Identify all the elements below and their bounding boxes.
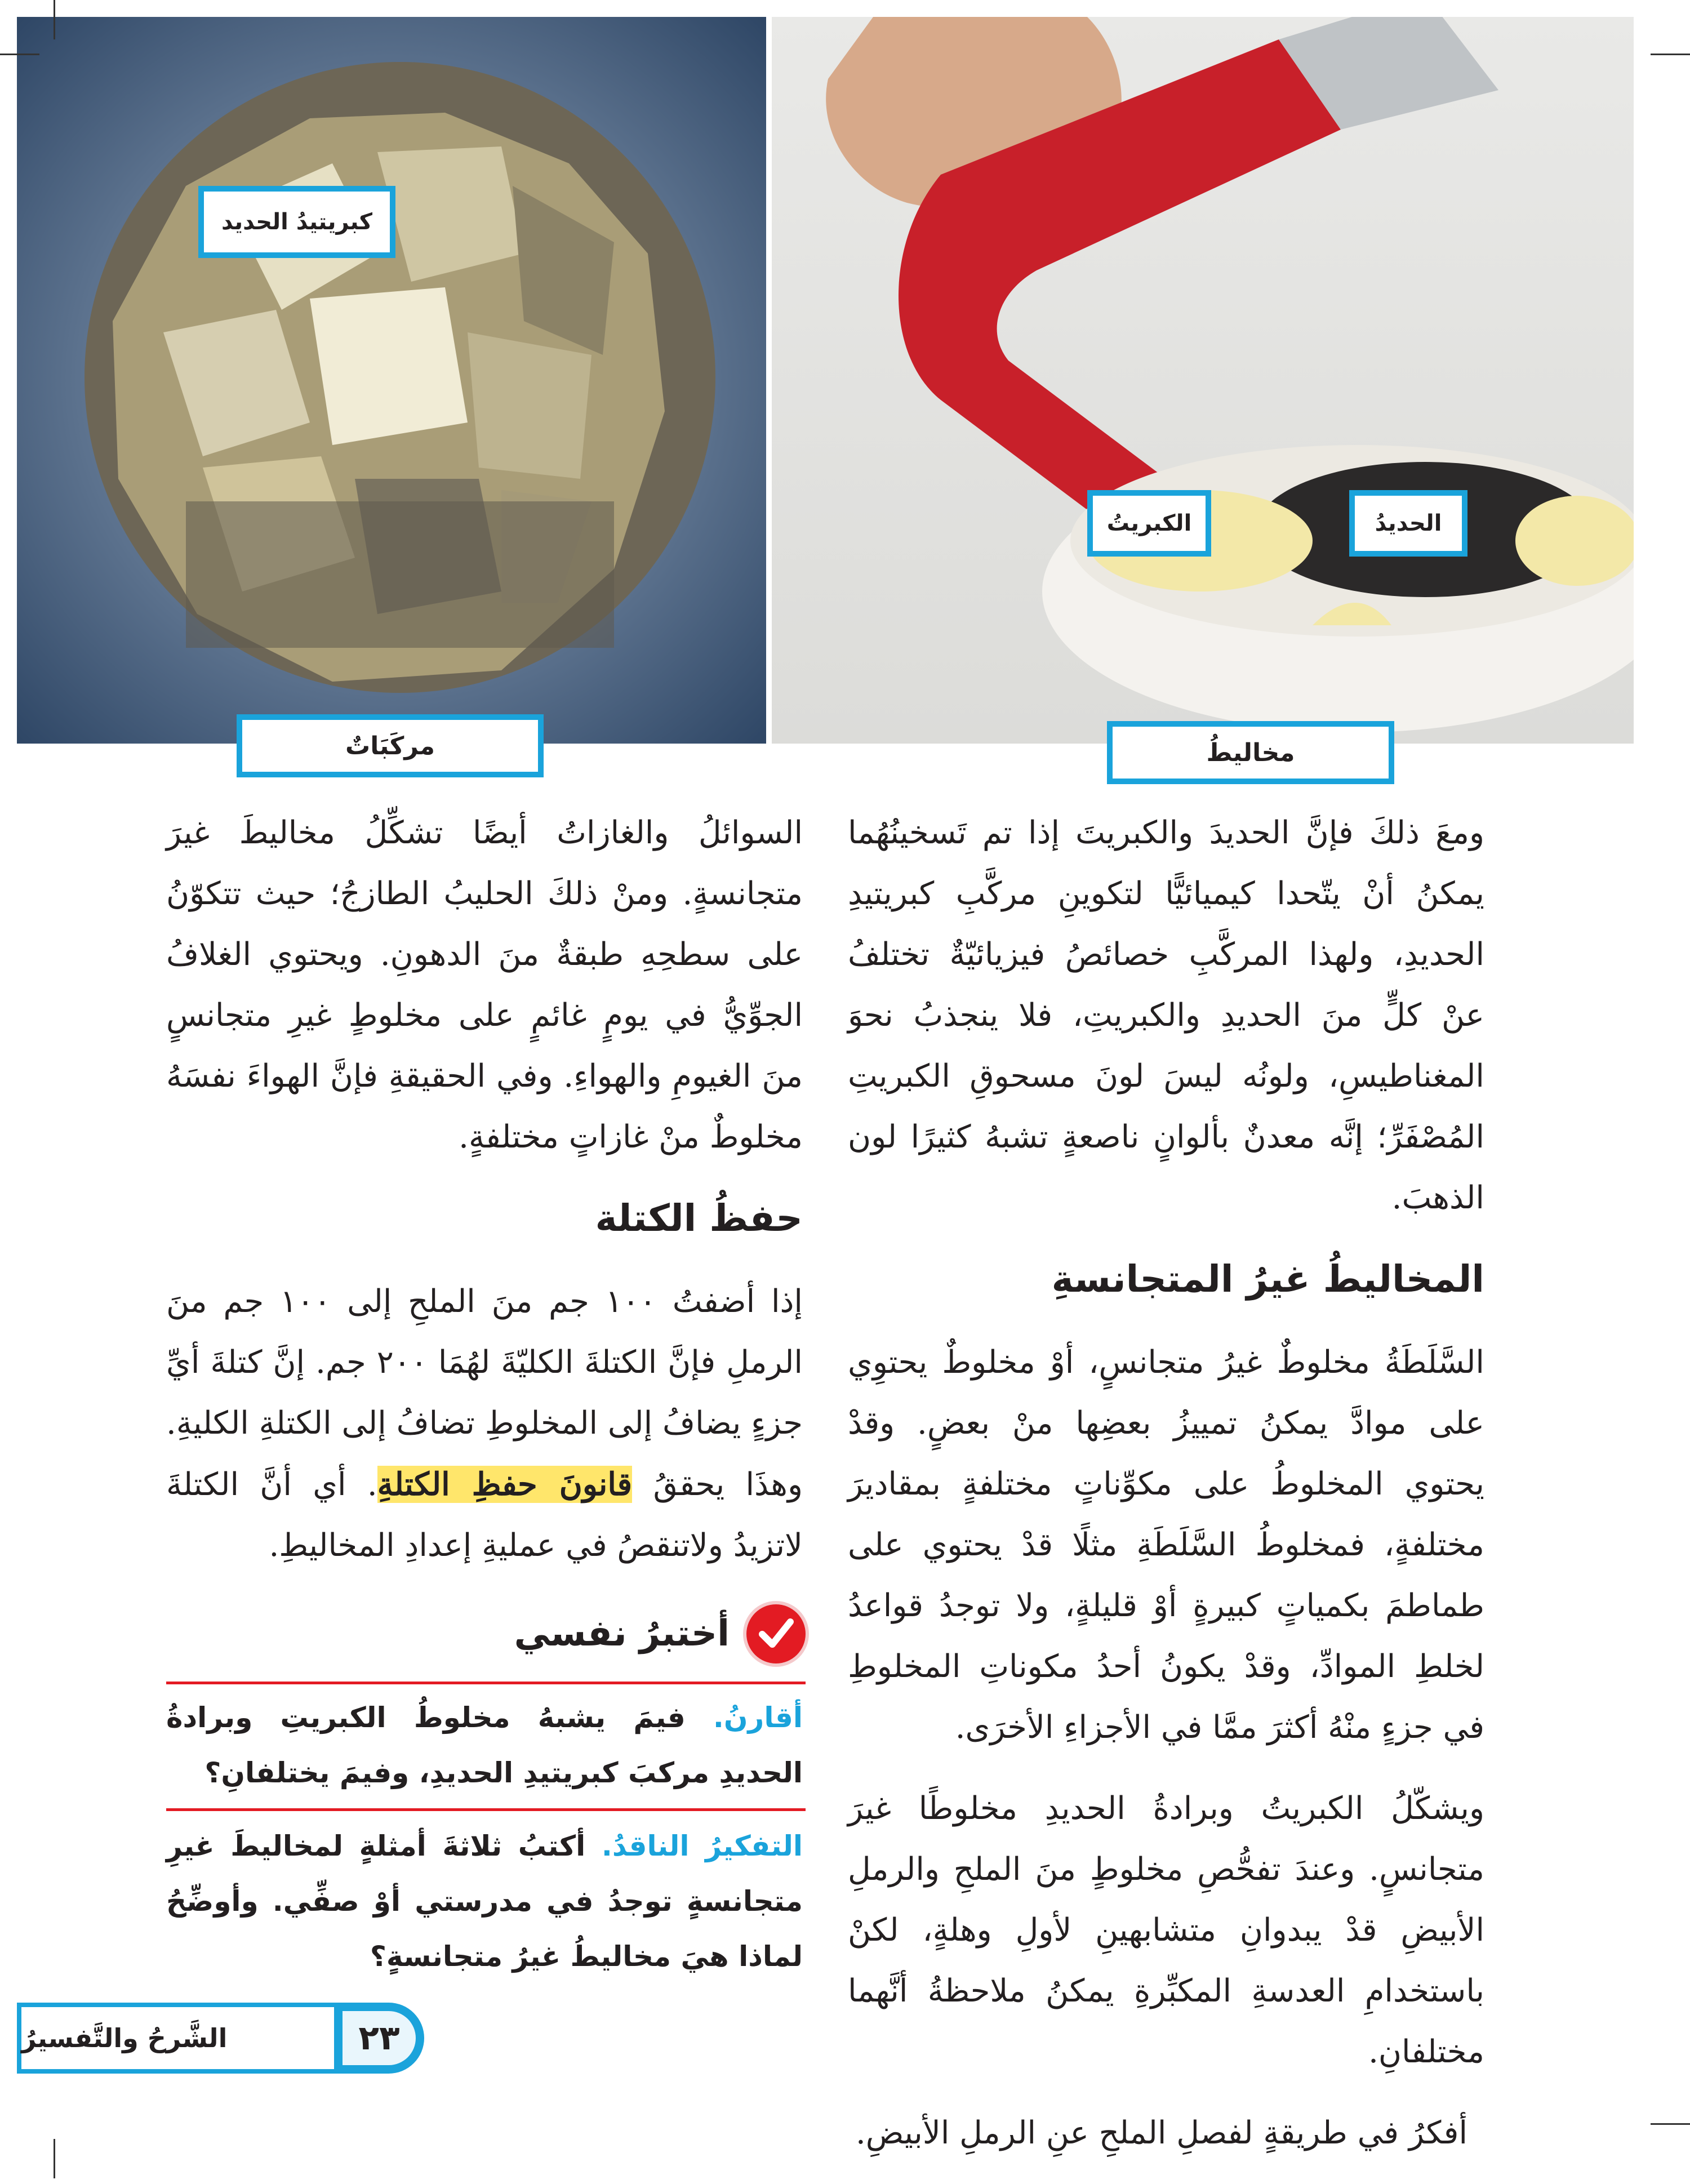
left-paragraph-2-start: إذا أضفتُ ١٠٠ جم منَ الملحِ إلى ١٠٠ جم منَ الرملِ فإنَّ الكتلةَ الكليّةَ لهُمَا ٢٠٠ جم. إنَّ كتلةَ أيِّ جزءٍ يضافُ إلى المخلوطِ تضافُ إلى الكتلةِ الكليةِ. وهذَا يحققُ: [166, 1283, 803, 1503]
question-compare-label: أقارنُ.: [713, 1701, 803, 1734]
caption-compounds: [237, 714, 544, 777]
caption-mixtures-text: مخاليطُ: [1206, 738, 1295, 767]
left-paragraph-2-end: . أي أنَّ الكتلةَ لاتزيدُ ولاتنقصُ في عمليةِ إعدادِ المخاليطِ.: [166, 1466, 803, 1564]
right-paragraph-1: ومعَ ذلكَ فإنَّ الحديدَ والكبريتَ إذا تم تَسخينُهُما يمكنُ أنْ يتّحدا كيميائيًّا لتكوينِ مركَّبِ كبريتيدِ الحديدِ، ولهذا المركَّبِ خصائصُ فيزيائيّةٌ تختلفُ عنْ كلٍّ منَ الحديدِ والكبريتِ، فلا ينجذبُ نحوَ المغناطيسِ، ولونُه ليسَ لونَ مسحوقِ الكبريتِ المُصْفَرِّ؛ إنَّه معدنٌ بألوانٍ ناصعةٍ تشبهُ كثيرًا لون الذهبَ.: [848, 815, 1484, 1216]
crop-mark-bottom-left: [54, 2139, 55, 2178]
divider-middle: [166, 1808, 806, 1811]
callout-sulfur-text: الكبريتُ: [1106, 510, 1192, 536]
callout-iron: [1349, 490, 1467, 557]
divider-top: [166, 1682, 806, 1684]
right-paragraph-2: السَّلَطَةُ مخلوطٌ غيرُ متجانسٍ، أوْ مخلوطٌ يحتوِي على موادَّ يمكنُ تمييزُ بعضِها منْ بعضٍ. وقدْ يحتوي المخلوطُ على مكوِّناتٍ مختلفةٍ بمقاديرَ مختلفةٍ، فمخلوطُ السَّلَطَةِ مثلًا قدْ يحتوي على طماطمَ بكمياتٍ كبيرةٍ أوْ قليلةٍ، ولا توجدُ قواعدُ لخلطِ الموادِّ، وقدْ يكونُ أحدُ مكوناتِ المخلوطِ في جزءٍ منْهُ أكثرَ ممَّا في الأجزاءِ الأخرَى.: [848, 1344, 1484, 1746]
self-test-header: [507, 1603, 806, 1665]
checkmark-icon: [746, 1604, 806, 1663]
law-of-conservation-highlight: قانونَ حفظِ الكتلةِ: [377, 1466, 633, 1503]
crop-mark-top-left: [0, 54, 39, 55]
page-footer: [17, 2003, 424, 2076]
caption-mixtures: [1107, 721, 1394, 784]
left-paragraph-1: السوائلُ والغازاتُ أيضًا تشكِّلُ مخاليطَ غيرَ متجانسةٍ. ومنْ ذلكَ الحليبُ الطازجُ؛ حيث تتكوّنُ على سطحِهِ طبقةٌ منَ الدهونِ. ويحتوي الغلافُ الجوِّيُّ في يومٍ غائمٍ على مخلوطٍ غيرِ متجانسٍ منَ الغيومِ والهواءِ. وفي الحقيقةِ فإنَّ الهواءَ نفسَهُ مخلوطٌ منْ غازاتٍ مختلفةٍ.: [166, 815, 803, 1155]
heading-conservation-of-mass: حفظُ الكتلة: [595, 1196, 803, 1240]
right-column: [848, 803, 1484, 2184]
crop-mark-top-right: [1651, 54, 1690, 55]
question-critical-thinking: [166, 1818, 803, 1984]
question-critical-text: أكتبُ ثلاثةَ أمثلةٍ لمخاليطَ غيرِ متجانسةٍ توجدُ في مدرستي أوْ صفِّي. وأوضِّحُ لماذا هيَ مخاليطُ غيرُ متجانسةٍ؟: [166, 1830, 803, 1973]
footer-section-box: [17, 2003, 334, 2074]
self-test-title: أختبرُ نفسي: [514, 1613, 730, 1654]
left-column: [166, 803, 803, 1596]
pyrite-crystal-illustration: [17, 17, 766, 744]
left-paragraph-2: [166, 1271, 803, 1576]
callout-iron-text: الحديدُ: [1375, 510, 1442, 536]
question-compare-text: فيمَ يشبهُ مخلوطُ الكبريتِ وبرادةُ الحديدِ مركبَ كبريتيدِ الحديدِ، وفيمَ يختلفانِ؟: [166, 1701, 803, 1789]
heading-heterogeneous-mixtures: المخاليطُ غيرُ المتجانسةِ: [1051, 1257, 1484, 1301]
question-critical-label: التفكيرُ الناقدُ.: [601, 1830, 803, 1862]
page-number-badge: [334, 2003, 424, 2074]
callout-iron-sulfide-text: كبريتيدُ الحديد: [221, 209, 372, 235]
crop-mark-top-left-v: [54, 0, 55, 39]
magnet-photo: [772, 17, 1634, 744]
question-compare: [166, 1690, 803, 1800]
callout-iron-sulfide: [198, 186, 395, 258]
right-paragraph-3: ويشكّلُ الكبريتُ وبرادةُ الحديدِ مخلوطًا غيرَ متجانسٍ. وعندَ تفحُّصِ مخلوطٍ منَ الملحِ والرملِ الأبيضِ قدْ يبدوانِ متشابهينِ لأولِ وهلةٍ، لكنْ باستخدامِ العدسةِ المكبِّرةِ يمكنُ ملاحظةُ أنَّهما مختلفانِ.: [848, 1790, 1484, 2070]
pyrite-photo: [17, 17, 766, 744]
footer-section-label: الشَّرحُ والتَّفسيرُ: [21, 2023, 228, 2053]
callout-sulfur: [1087, 490, 1211, 557]
caption-compounds-text: مركَبَاتٌ: [345, 731, 435, 760]
magnet-bowl-illustration: [772, 17, 1634, 744]
right-paragraph-4: أفكرُ في طريقةٍ لفصلِ الملحِ عنِ الرملِ الأبيضِ.: [855, 2115, 1467, 2151]
crop-mark-bottom-right: [1651, 2123, 1690, 2125]
page-number: ٢٣: [343, 2011, 416, 2065]
